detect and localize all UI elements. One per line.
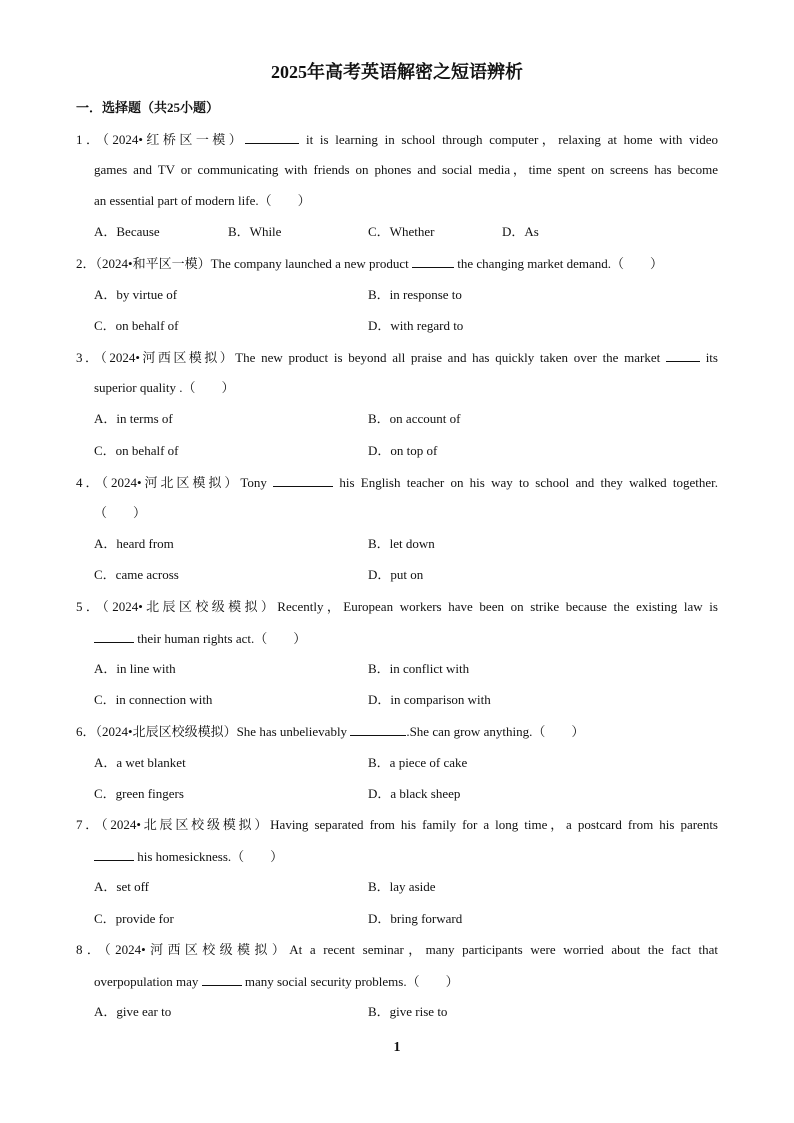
- option-3c[interactable]: C．on behalf of: [94, 443, 179, 458]
- option-5a[interactable]: A．in line with: [94, 661, 176, 676]
- question-1-line-1: 1．（2024•红桥区一模） it is learning in school through computer，relaxing at home with video: [76, 132, 718, 147]
- answer-blank: [666, 349, 700, 362]
- option-5b[interactable]: B．in conflict with: [368, 661, 470, 676]
- option-1b[interactable]: B．While: [228, 224, 282, 239]
- option-6b[interactable]: B．a piece of cake: [368, 755, 468, 770]
- option-4a[interactable]: A．heard from: [94, 536, 174, 551]
- question-6-line-1: 6．（2024•北辰区校级模拟）She has unbelievably .She can grow anything.（ ）: [76, 724, 585, 739]
- option-1a[interactable]: A．Because: [94, 224, 160, 239]
- option-7c[interactable]: C．provide for: [94, 911, 174, 926]
- question-5-line-2: their human rights act.（ ）: [94, 630, 718, 647]
- question-1-line-2: games and TV or communicating with friends on phones and social media，time spent on screens has become: [94, 162, 718, 177]
- option-2b[interactable]: B．in response to: [368, 287, 462, 302]
- option-2a[interactable]: A．by virtue of: [94, 287, 178, 302]
- question-3-line-2: superior quality .（ ）: [94, 380, 235, 395]
- option-2d[interactable]: D．with regard to: [368, 318, 464, 333]
- option-5c[interactable]: C．in connection with: [94, 692, 213, 707]
- answer-blank: [94, 848, 134, 861]
- question-4-line-1: 4．（2024•河北区模拟）Tony his English teacher on his way to school and they walked together.: [76, 475, 718, 490]
- question-8-line-1: 8．（2024•河西区校级模拟）At a recent seminar，many participants were worried about the fact that: [76, 942, 718, 957]
- answer-blank: [202, 973, 242, 986]
- section-heading: 一．选择题（共25小题）: [76, 100, 220, 115]
- option-4c[interactable]: C．came across: [94, 567, 179, 582]
- document-title: 2025年高考英语解密之短语辨析: [271, 62, 523, 82]
- answer-blank: [273, 474, 333, 487]
- option-4b[interactable]: B．let down: [368, 536, 435, 551]
- option-5d[interactable]: D．in comparison with: [368, 692, 491, 707]
- answer-blank: [245, 131, 299, 144]
- option-6a[interactable]: A．a wet blanket: [94, 755, 186, 770]
- option-8a[interactable]: A．give ear to: [94, 1004, 172, 1019]
- answer-blank: [412, 255, 454, 268]
- question-2-line-1: 2．（2024•和平区一模）The company launched a new product the changing market demand.（ ）: [76, 256, 664, 271]
- question-3-line-1: 3．（2024•河西区模拟）The new product is beyond all praise and has quickly taken over the market its: [76, 350, 718, 365]
- option-4d[interactable]: D．put on: [368, 567, 424, 582]
- question-5-line-1: 5．（2024•北辰区校级模拟）Recently，European workers have been on strike because the existing law is: [76, 599, 718, 614]
- option-7a[interactable]: A．set off: [94, 879, 150, 894]
- option-6d[interactable]: D．a black sheep: [368, 786, 461, 801]
- answer-blank: [94, 630, 134, 643]
- question-7-line-1: 7．（2024•北辰区校级模拟）Having separated from his family for a long time，a postcard from his parents: [76, 817, 718, 832]
- answer-blank: [350, 723, 406, 736]
- question-4-line-2: （ ）: [94, 505, 147, 520]
- option-7b[interactable]: B．lay aside: [368, 879, 436, 894]
- option-3d[interactable]: D．on top of: [368, 443, 438, 458]
- page-number: 1: [393, 1040, 401, 1055]
- option-6c[interactable]: C．green fingers: [94, 786, 184, 801]
- question-8-line-2: overpopulation may many social security problems.（ ）: [94, 974, 459, 989]
- option-7d[interactable]: D．bring forward: [368, 911, 463, 926]
- option-1d[interactable]: D．As: [502, 224, 539, 239]
- question-1-line-3: an essential part of modern life.（ ）: [94, 193, 311, 208]
- question-7-line-2: his homesickness.（ ）: [94, 848, 718, 865]
- option-8b[interactable]: B．give rise to: [368, 1004, 448, 1019]
- option-3a[interactable]: A．in terms of: [94, 411, 173, 426]
- option-3b[interactable]: B．on account of: [368, 411, 461, 426]
- option-2c[interactable]: C．on behalf of: [94, 318, 179, 333]
- option-1c[interactable]: C．Whether: [368, 224, 435, 239]
